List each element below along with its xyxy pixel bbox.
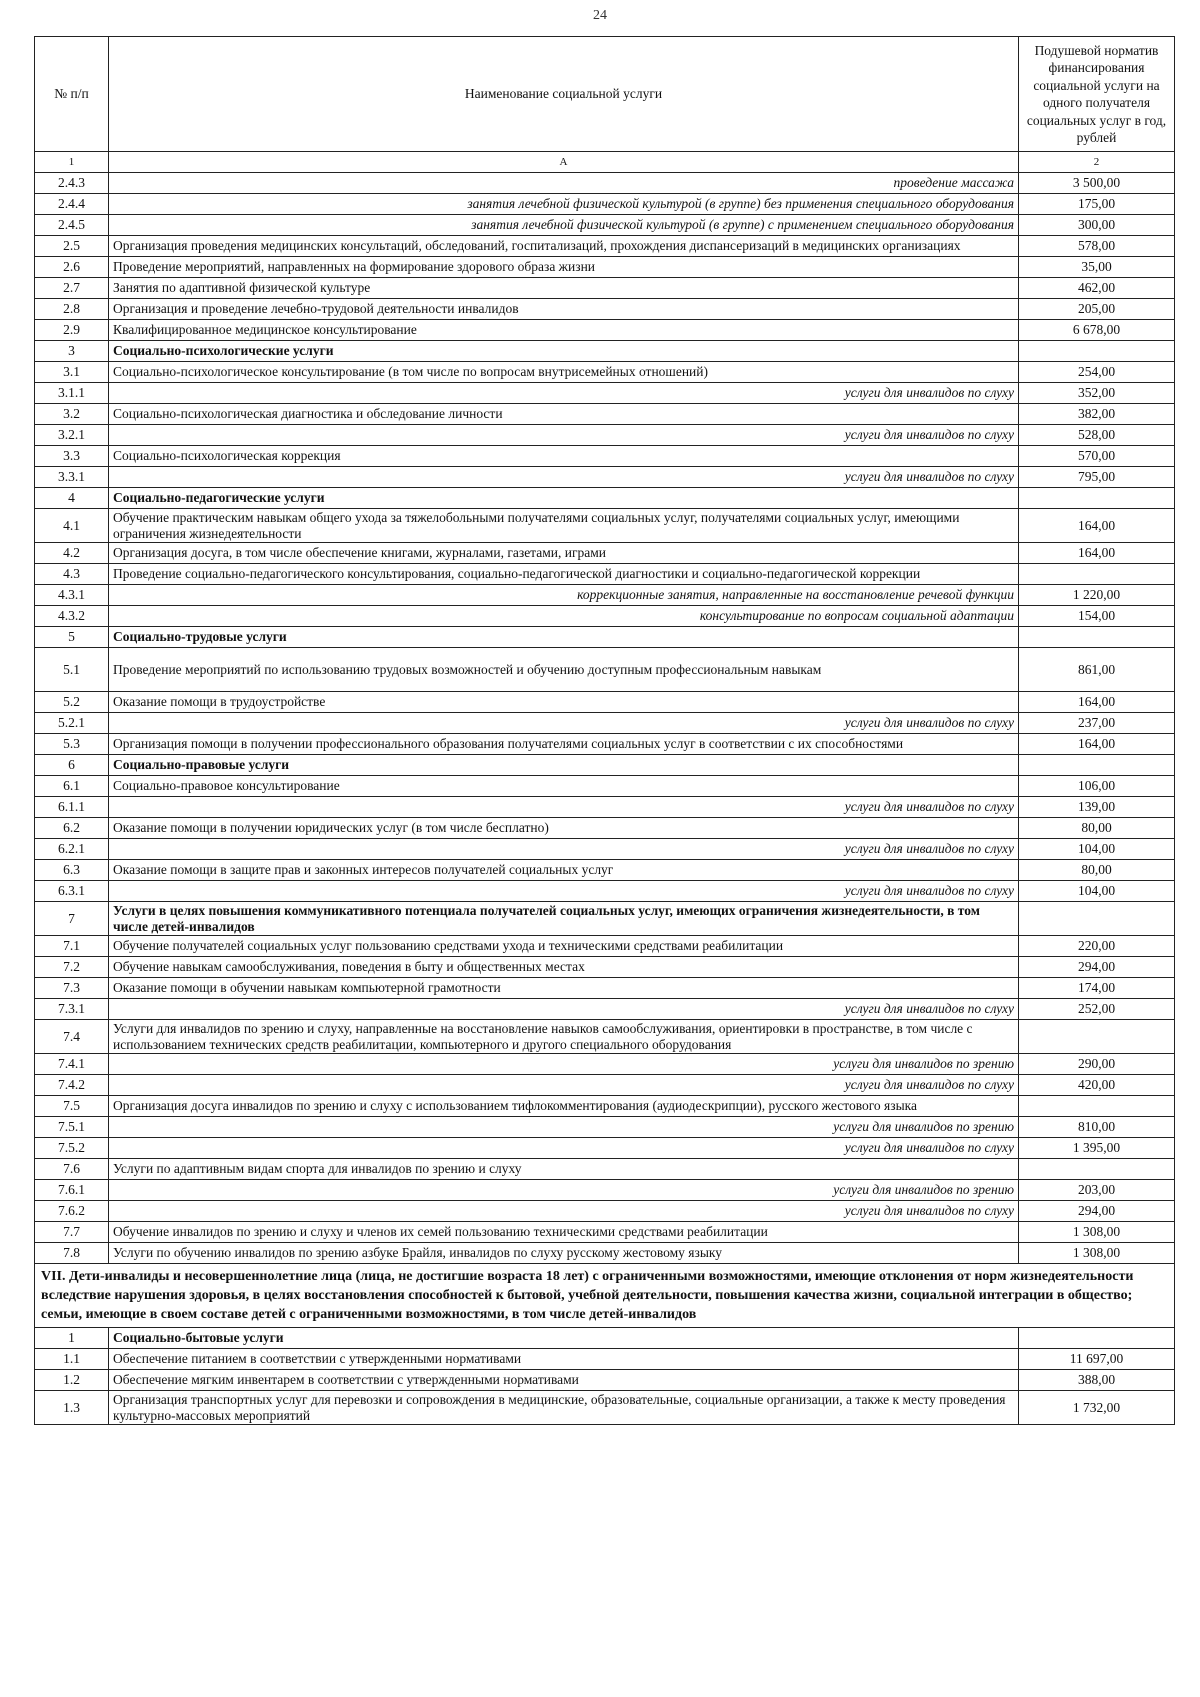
service-name: услуги для инвалидов по слуху (109, 713, 1019, 734)
norm-value: 11 697,00 (1019, 1349, 1175, 1370)
norm-value (1019, 564, 1175, 585)
service-name: Услуги по адаптивным видам спорта для инвалидов по зрению и слуху (109, 1159, 1019, 1180)
norm-value: 294,00 (1019, 1201, 1175, 1222)
service-name: услуги для инвалидов по слуху (109, 881, 1019, 902)
table-row (35, 1138, 1175, 1159)
category-name: Социально-педагогические услуги (109, 488, 1019, 509)
service-name: Социально-психологическое консультирование (в том числе по вопросам внутрисемейных отношений) (109, 362, 1019, 383)
category-name: Социально-психологические услуги (109, 341, 1019, 362)
norm-value: 352,00 (1019, 383, 1175, 404)
row-number: 5.2 (35, 692, 109, 713)
row-number: 7.1 (35, 936, 109, 957)
norm-value: 220,00 (1019, 936, 1175, 957)
section-heading: VII. Дети-инвалиды и несовершеннолетние лица (лица, не достигшие возраста 18 лет) с ограниченными возможностями, имеющие отклонения от норм жизнедеятельности вследствие нарушения здоровья, в целях восстановления способностей к бытовой, учебной деятельности, повышения качества жизни, социальной интеграции в общество; семьи, имеющие в своем составе детей с ограниченными возможностями, в том числе детей-инвалидов (35, 1264, 1175, 1328)
norm-value: 164,00 (1019, 543, 1175, 564)
category-name: Услуги в целях повышения коммуникативного потенциала получателей социальных услуг, имеющих ограничения жизнедеятельности, в том числе детей-инвалидов (109, 902, 1019, 936)
table-row (35, 839, 1175, 860)
norm-value: 570,00 (1019, 446, 1175, 467)
row-number: 3.1 (35, 362, 109, 383)
norm-value: 382,00 (1019, 404, 1175, 425)
norm-value: 1 308,00 (1019, 1243, 1175, 1264)
table-row (35, 1370, 1175, 1391)
service-name: услуги для инвалидов по слуху (109, 1075, 1019, 1096)
norm-value: 252,00 (1019, 999, 1175, 1020)
service-name: Проведение мероприятий, направленных на формирование здорового образа жизни (109, 257, 1019, 278)
service-name: услуги для инвалидов по зрению (109, 1054, 1019, 1075)
norm-value: 205,00 (1019, 299, 1175, 320)
service-name: Оказание помощи в получении юридических услуг (в том числе бесплатно) (109, 818, 1019, 839)
row-number: 7.8 (35, 1243, 109, 1264)
column-index-row (35, 152, 1175, 173)
row-number: 7.6.2 (35, 1201, 109, 1222)
row-number: 6.1.1 (35, 797, 109, 818)
norm-value (1019, 902, 1175, 936)
row-number: 7.5 (35, 1096, 109, 1117)
row-number: 7.5.1 (35, 1117, 109, 1138)
row-number: 1.3 (35, 1391, 109, 1425)
row-number: 3.3.1 (35, 467, 109, 488)
service-name: проведение массажа (109, 173, 1019, 194)
table-row (35, 1391, 1175, 1425)
norm-value (1019, 1096, 1175, 1117)
row-number: 4.3 (35, 564, 109, 585)
table-row (35, 797, 1175, 818)
table-row (35, 404, 1175, 425)
table-row (35, 648, 1175, 692)
norm-value: 106,00 (1019, 776, 1175, 797)
service-name: Организация проведения медицинских консультаций, обследований, госпитализаций, прохождения диспансеризаций в медицинских организациях (109, 236, 1019, 257)
row-number: 7.6.1 (35, 1180, 109, 1201)
service-name: Оказание помощи в обучении навыкам компьютерной грамотности (109, 978, 1019, 999)
row-number: 6.2 (35, 818, 109, 839)
page-number: 24 (593, 8, 607, 23)
norm-value: 154,00 (1019, 606, 1175, 627)
table-row (35, 957, 1175, 978)
section-heading-row (35, 1264, 1175, 1328)
service-name: услуги для инвалидов по слуху (109, 839, 1019, 860)
table-row (35, 1117, 1175, 1138)
column-index-number: 1 (35, 152, 109, 173)
row-number: 7.3 (35, 978, 109, 999)
table-row (35, 215, 1175, 236)
category-name: Социально-трудовые услуги (109, 627, 1019, 648)
norm-value (1019, 1020, 1175, 1054)
norm-value: 35,00 (1019, 257, 1175, 278)
norm-value (1019, 1159, 1175, 1180)
norm-value: 1 308,00 (1019, 1222, 1175, 1243)
row-number: 3.1.1 (35, 383, 109, 404)
table-body-part2 (35, 1328, 1175, 1425)
table-row (35, 1222, 1175, 1243)
service-name: Услуги для инвалидов по зрению и слуху, направленные на восстановление навыков самообслуживания, ориентировки в пространстве, в том числе с использованием технических средств реабилитации, компьютерного и другого специального оборудования (109, 1020, 1019, 1054)
norm-value: 1 395,00 (1019, 1138, 1175, 1159)
table-row (35, 1243, 1175, 1264)
norm-value: 254,00 (1019, 362, 1175, 383)
table-row (35, 1349, 1175, 1370)
table-row (35, 818, 1175, 839)
row-number: 5.2.1 (35, 713, 109, 734)
service-name: услуги для инвалидов по слуху (109, 383, 1019, 404)
service-name: услуги для инвалидов по слуху (109, 467, 1019, 488)
table-row (35, 1075, 1175, 1096)
row-number: 2.7 (35, 278, 109, 299)
norm-value (1019, 341, 1175, 362)
row-number: 1.2 (35, 1370, 109, 1391)
service-name: занятия лечебной физической культурой (в группе) без применения специального оборудования (109, 194, 1019, 215)
service-name: услуги для инвалидов по слуху (109, 797, 1019, 818)
services-table (34, 36, 1175, 1425)
row-number: 2.4.5 (35, 215, 109, 236)
norm-value: 203,00 (1019, 1180, 1175, 1201)
norm-value: 80,00 (1019, 818, 1175, 839)
norm-value: 861,00 (1019, 648, 1175, 692)
table-row (35, 1180, 1175, 1201)
service-name: Услуги по обучению инвалидов по зрению азбуке Брайля, инвалидов по слуху русскому жестовому языку (109, 1243, 1019, 1264)
row-number: 2.8 (35, 299, 109, 320)
table-row (35, 1096, 1175, 1117)
row-number: 2.6 (35, 257, 109, 278)
service-name: услуги для инвалидов по зрению (109, 1180, 1019, 1201)
table-row (35, 1159, 1175, 1180)
row-number: 3 (35, 341, 109, 362)
row-number: 5.3 (35, 734, 109, 755)
table-row (35, 257, 1175, 278)
row-number: 7 (35, 902, 109, 936)
norm-value (1019, 488, 1175, 509)
row-number: 4.3.2 (35, 606, 109, 627)
service-name: Организация транспортных услуг для перевозки и сопровождения в медицинские, образовательные, социальные организации, а также к месту проведения культурно-массовых мероприятий (109, 1391, 1019, 1425)
norm-value: 528,00 (1019, 425, 1175, 446)
norm-value: 420,00 (1019, 1075, 1175, 1096)
row-number: 3.2.1 (35, 425, 109, 446)
service-name: Социально-психологическая диагностика и обследование личности (109, 404, 1019, 425)
row-number: 7.2 (35, 957, 109, 978)
norm-value: 80,00 (1019, 860, 1175, 881)
norm-value: 6 678,00 (1019, 320, 1175, 341)
row-number: 5.1 (35, 648, 109, 692)
norm-value: 174,00 (1019, 978, 1175, 999)
service-name: Социально-психологическая коррекция (109, 446, 1019, 467)
norm-value: 462,00 (1019, 278, 1175, 299)
norm-value: 104,00 (1019, 881, 1175, 902)
norm-value: 237,00 (1019, 713, 1175, 734)
row-number: 1.1 (35, 1349, 109, 1370)
row-number: 2.4.3 (35, 173, 109, 194)
norm-value: 388,00 (1019, 1370, 1175, 1391)
norm-value: 290,00 (1019, 1054, 1175, 1075)
norm-value: 810,00 (1019, 1117, 1175, 1138)
row-number: 2.5 (35, 236, 109, 257)
service-name: Проведение мероприятий по использованию трудовых возможностей и обучению доступным профессиональным навыкам (109, 648, 1019, 692)
row-number: 4 (35, 488, 109, 509)
row-number: 1 (35, 1328, 109, 1349)
service-name: Обучение инвалидов по зрению и слуху и членов их семей пользованию техническими средствами реабилитации (109, 1222, 1019, 1243)
category-name: Социально-правовые услуги (109, 755, 1019, 776)
table-row (35, 236, 1175, 257)
table-row (35, 509, 1175, 543)
table-row (35, 383, 1175, 404)
service-name: Оказание помощи в трудоустройстве (109, 692, 1019, 713)
row-number: 7.4.1 (35, 1054, 109, 1075)
table-row (35, 488, 1175, 509)
table-row (35, 755, 1175, 776)
table-row (35, 341, 1175, 362)
table-row (35, 606, 1175, 627)
table-row (35, 278, 1175, 299)
norm-value (1019, 1328, 1175, 1349)
table-row (35, 467, 1175, 488)
row-number: 7.4 (35, 1020, 109, 1054)
norm-value: 1 220,00 (1019, 585, 1175, 606)
service-name: Социально-правовое консультирование (109, 776, 1019, 797)
norm-value: 300,00 (1019, 215, 1175, 236)
table-row (35, 173, 1175, 194)
header-row (35, 37, 1175, 152)
service-name: Обучение навыкам самообслуживания, поведения в быту и общественных местах (109, 957, 1019, 978)
column-header-service-name: Наименование социальной услуги (109, 37, 1019, 152)
row-number: 2.9 (35, 320, 109, 341)
column-index-value: 2 (1019, 152, 1175, 173)
service-name: Организация досуга инвалидов по зрению и слуху с использованием тифлокомментирования (аудиодескрипции), русского жестового языка (109, 1096, 1019, 1117)
norm-value: 164,00 (1019, 692, 1175, 713)
table-row (35, 299, 1175, 320)
service-name: Квалифицированное медицинское консультирование (109, 320, 1019, 341)
service-name: Организация и проведение лечебно-трудовой деятельности инвалидов (109, 299, 1019, 320)
category-name: Социально-бытовые услуги (109, 1328, 1019, 1349)
row-number: 7.4.2 (35, 1075, 109, 1096)
row-number: 7.6 (35, 1159, 109, 1180)
service-name: Проведение социально-педагогического консультирования, социально-педагогической диагностики и социально-педагогической коррекции (109, 564, 1019, 585)
service-name: услуги для инвалидов по слуху (109, 425, 1019, 446)
norm-value (1019, 755, 1175, 776)
service-name: Обучение получателей социальных услуг пользованию средствами ухода и техническими средствами реабилитации (109, 936, 1019, 957)
row-number: 3.2 (35, 404, 109, 425)
service-name: Обеспечение мягким инвентарем в соответствии с утвержденными нормативами (109, 1370, 1019, 1391)
service-name: услуги для инвалидов по слуху (109, 1138, 1019, 1159)
column-index-name: А (109, 152, 1019, 173)
service-name: Обучение практическим навыкам общего ухода за тяжелобольными получателями социальных услуг, получателями социальных услуг, имеющими ограничения жизнедеятельности (109, 509, 1019, 543)
row-number: 4.3.1 (35, 585, 109, 606)
row-number: 4.2 (35, 543, 109, 564)
table-row (35, 585, 1175, 606)
table-row (35, 881, 1175, 902)
service-name: Оказание помощи в защите прав и законных интересов получателей социальных услуг (109, 860, 1019, 881)
service-name: Организация помощи в получении профессионального образования получателями социальных услуг в соответствии с их способностями (109, 734, 1019, 755)
norm-value: 164,00 (1019, 509, 1175, 543)
table-row (35, 194, 1175, 215)
table-row (35, 978, 1175, 999)
table-row (35, 1328, 1175, 1349)
row-number: 6.2.1 (35, 839, 109, 860)
norm-value: 294,00 (1019, 957, 1175, 978)
service-name: занятия лечебной физической культурой (в группе) с применением специального оборудования (109, 215, 1019, 236)
norm-value: 104,00 (1019, 839, 1175, 860)
table-row (35, 320, 1175, 341)
row-number: 6.1 (35, 776, 109, 797)
service-name: консультирование по вопросам социальной адаптации (109, 606, 1019, 627)
row-number: 6.3.1 (35, 881, 109, 902)
table-row (35, 425, 1175, 446)
service-name: услуги для инвалидов по слуху (109, 1201, 1019, 1222)
table-row (35, 936, 1175, 957)
norm-value: 3 500,00 (1019, 173, 1175, 194)
row-number: 7.5.2 (35, 1138, 109, 1159)
table-row (35, 902, 1175, 936)
service-name: Обеспечение питанием в соответствии с утвержденными нормативами (109, 1349, 1019, 1370)
service-name: Занятия по адаптивной физической культуре (109, 278, 1019, 299)
row-number: 2.4.4 (35, 194, 109, 215)
norm-value: 164,00 (1019, 734, 1175, 755)
norm-value: 175,00 (1019, 194, 1175, 215)
table-row (35, 1020, 1175, 1054)
table-row (35, 999, 1175, 1020)
service-name: Организация досуга, в том числе обеспечение книгами, журналами, газетами, играми (109, 543, 1019, 564)
norm-value (1019, 627, 1175, 648)
row-number: 3.3 (35, 446, 109, 467)
row-number: 6 (35, 755, 109, 776)
norm-value: 578,00 (1019, 236, 1175, 257)
table-body-part1 (35, 173, 1175, 1264)
row-number: 7.3.1 (35, 999, 109, 1020)
service-name: услуги для инвалидов по зрению (109, 1117, 1019, 1138)
service-name: услуги для инвалидов по слуху (109, 999, 1019, 1020)
table-row (35, 713, 1175, 734)
column-header-norm-value: Подушевой норматив финансирования социальной услуги на одного получателя социальных услуг в год, рублей (1019, 37, 1175, 152)
table-row (35, 627, 1175, 648)
table-row (35, 543, 1175, 564)
row-number: 4.1 (35, 509, 109, 543)
table-row (35, 860, 1175, 881)
column-header-number: № п/п (35, 37, 109, 152)
table-row (35, 446, 1175, 467)
section-vii (35, 1264, 1175, 1328)
table-row (35, 734, 1175, 755)
table-row (35, 692, 1175, 713)
table-row (35, 776, 1175, 797)
norm-value: 1 732,00 (1019, 1391, 1175, 1425)
row-number: 7.7 (35, 1222, 109, 1243)
service-name: коррекционные занятия, направленные на восстановление речевой функции (109, 585, 1019, 606)
norm-value: 139,00 (1019, 797, 1175, 818)
row-number: 5 (35, 627, 109, 648)
table-row (35, 1201, 1175, 1222)
table-row (35, 1054, 1175, 1075)
row-number: 6.3 (35, 860, 109, 881)
table-row (35, 564, 1175, 585)
table-row (35, 362, 1175, 383)
norm-value: 795,00 (1019, 467, 1175, 488)
